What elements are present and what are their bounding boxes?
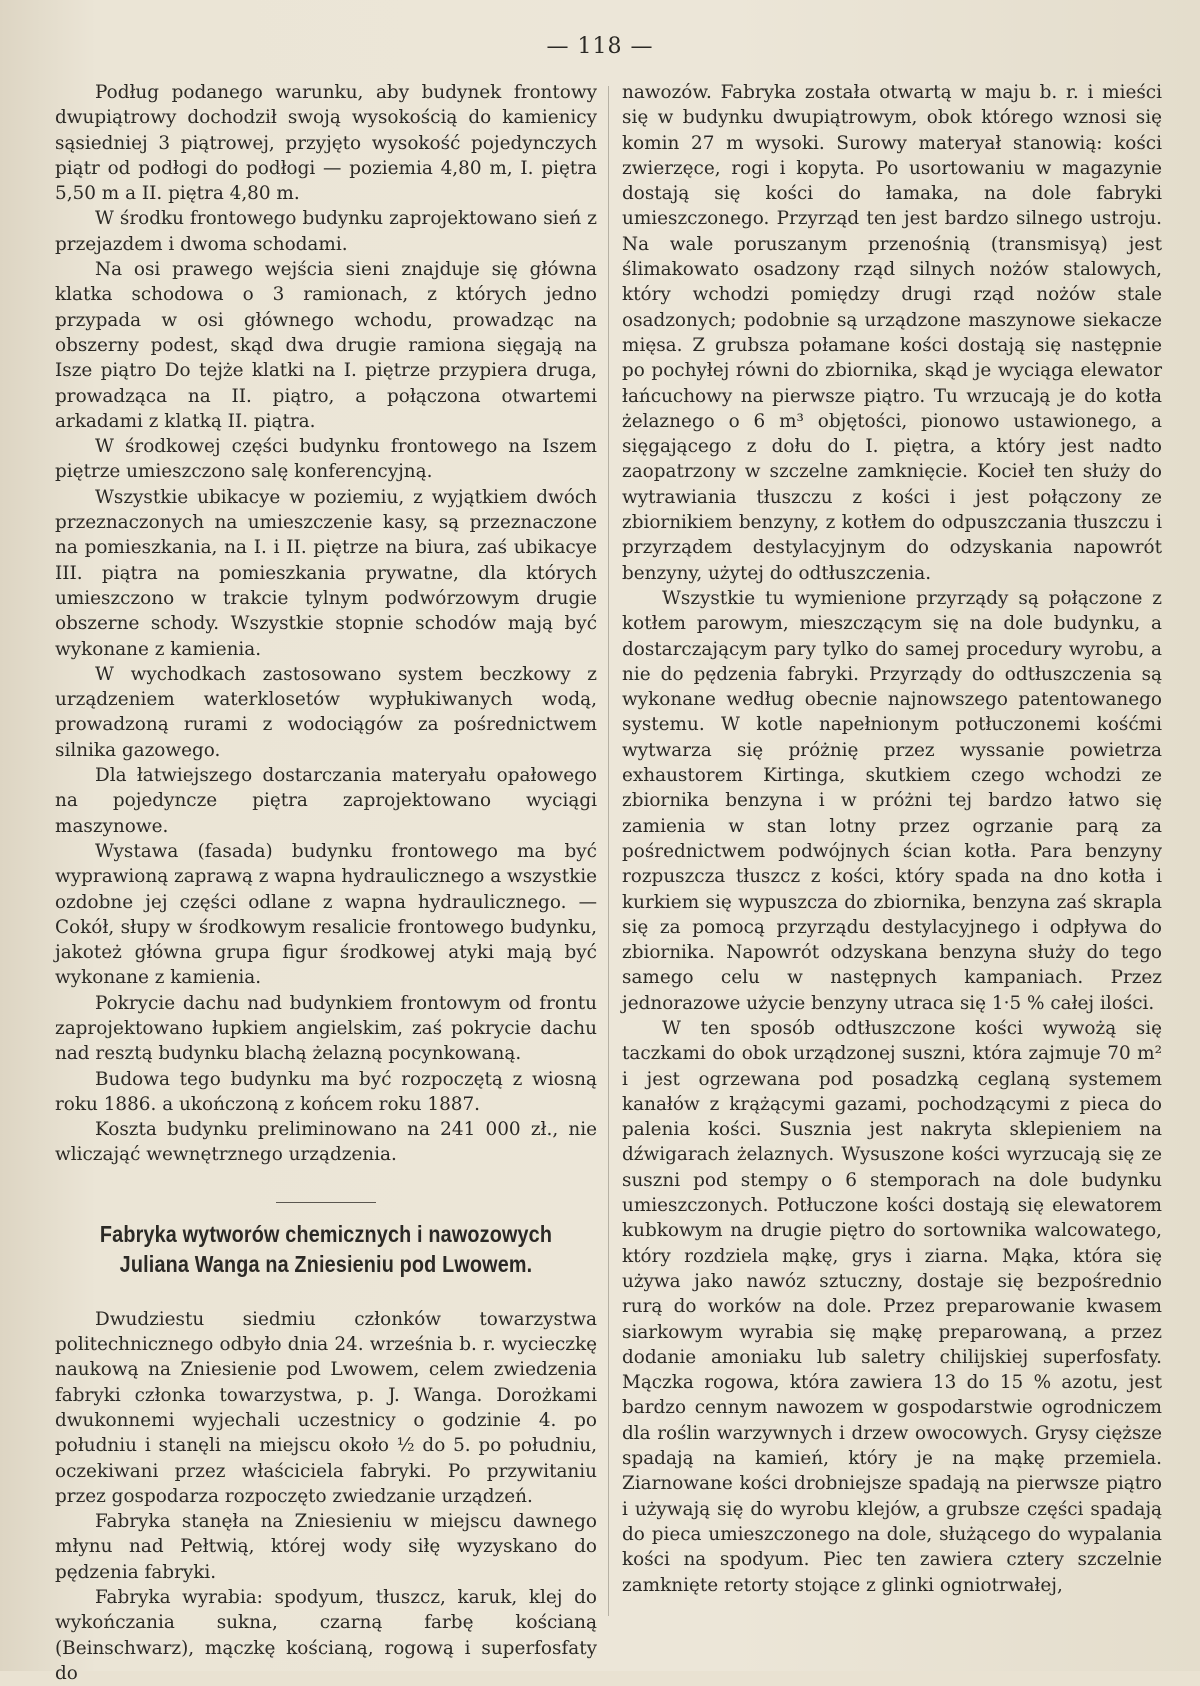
heading-line: Fabryka wytworów chemicznych i nawozowych	[99, 1220, 553, 1247]
paragraph: Podług podanego warunku, aby budynek frontowy dwupiątrowy dochodził swoją wysokością do kamienicy sąsiedniej 3 piątrowej, przyjęto wysokość pojedynczych piątr od podłogi do podłogi — poziemia 4,80 m, I. piętra 5,50 m a II. piętra 4,80 m.	[55, 82, 597, 205]
paragraph: W środku frontowego budynku zaprojektowano sień z przejazdem i dwoma schodami.	[55, 208, 597, 255]
right-column	[622, 80, 1162, 1598]
paragraph: W środkowej części budynku frontowego na Iszem piętrze umieszczono salę konferencyjną.	[55, 436, 597, 483]
paragraph: Budowa tego budynku ma być rozpoczętą z wiosną roku 1886. a ukończoną z końcem roku 1887.	[55, 1068, 597, 1115]
paragraph: Pokrycie dachu nad budynkiem frontowym od frontu zaprojektowano łupkiem angielskim, zaś pokrycie dachu nad resztą budynku blachą żelazną pocynkowaną.	[55, 992, 597, 1065]
article-heading	[93, 1219, 559, 1279]
paragraph: Na osi prawego wejścia sieni znajduje się główna klatka schodowa o 3 ramionach, z których jedno przypada w osi głównego wchodu, prowadząc na obszerny podest, skąd dwa drugie ramiona sięgają na Isze piątro Do tejże klatki na I. piętrze przypiera druga, prowadząca na II. piątro, a połączona otwartemi arkadami z klatką II. piątra.	[55, 259, 597, 432]
paragraph: W wychodkach zastosowano system beczkowy z urządzeniem waterklosetów wypłukiwanych wodą, prowadzoną rurami z wodociągów za pośrednictwem silnika gazowego.	[55, 663, 597, 761]
paragraph: Fabryka stanęła na Zniesieniu w miejscu dawnego młynu nad Pełtwią, której wody siłę wyzyskano do pędzenia fabryki.	[55, 1511, 597, 1583]
section-divider	[276, 1202, 376, 1203]
paragraph: Dla łatwiejszego dostarczania materyału opałowego na pojedyncze piętra zaprojektowano wyciągi maszynowe.	[55, 765, 597, 837]
paragraph: Wszystkie ubikacye w poziemiu, z wyjątkiem dwóch przeznaczonych na umieszczenie kasy, są przeznaczone na pomieszkania, na I. i II. piętrze na biura, zaś ubikacye III. piątra na pomieszkania prywatne, dla których umieszczono w trakcie tylnym podwórzowym drugie obszerne schody. Wszystkie stopnie schodów mają być wykonane z kamienia.	[55, 486, 597, 660]
heading-line: Juliana Wanga na Zniesieniu pod Lwowem.	[119, 1250, 533, 1277]
page-number: — 118 —	[546, 34, 654, 59]
paragraph: Wystawa (fasada) budynku frontowego ma być wyprawioną zaprawą z wapna hydraulicznego a wszystkie ozdobne jej części odlane z wapna hydraulicznego. — Cokół, słupy w środkowym resalicie frontowego budynku, jakoteż główna grupa figur środkowej atyki mają być wykonane z kamienia.	[55, 840, 597, 989]
paragraph: W ten sposób odtłuszczone kości wywożą się taczkami do obok urządzonej suszni, która zajmuje 70 m² i jest ogrzewana pod posadzką ceglaną systemem kanałów z krążącymi gazami, pochodzącymi z pieca do palenia kości. Susznia jest nakryta sklepieniem na dźwigarach żelaznych. Wysuszone kości wyrzucają się ze suszni pod stempy o 6 stemporach na dole budynku umieszczonych. Potłuczone kości dostają się elewatorem kubkowym na drugie piętro do sortownika walcowatego, który rozdziela mąkę, grys i ziarna. Mąka, która się używa jako nawóz sztuczny, dostaje się bezpośrednio rurą do worków na dole. Przez preparowanie kwasem siarkowym wyrabia się mąkę preparowaną, a przez dodanie amoniaku lub saletry chilijskiej superfosfaty. Mączka rogowa, która zawiera 13 do 15 % azotu, jest bardzo cennym nawozem w gospodarstwie ogrodniczem dla roślin warzywnych i drzew owocowych. Grysy cięższe spadają na kamień, który je na mąkę przemiela. Ziarnowane kości drobniejsze spadają na pierwsze piątro i używają się do wyrobu klejów, a grubsze części spadają do pieca umieszczonego na dole, służącego do wypalania kości na spodyum. Piec ten zawiera cztery szczelnie zamknięte retorty stojące z glinki ogniotrwałej,	[622, 1017, 1162, 1596]
column-rule	[608, 86, 609, 1616]
paragraph: Koszta budynku preliminowano na 241 000 zł., nie wliczająć wewnętrznego urządzenia.	[55, 1119, 597, 1166]
paragraph-continued: nawozów. Fabryka została otwartą w maju b. r. i mieści się w budynku dwupiątrowym, obok którego wznosi się komin 27 m wysoki. Surowy materyał stanowią: kości zwierzęce, rogi i kopyta. Po usortowaniu w magazynie dostają się kości do łamaka, na dole fabryki umieszczonego. Przyrząd ten jest bardzo silnego ustroju. Na wale poruszanym przenośnią (transmisyą) jest ślimakowato osadzony rząd silnych nożów stalowych, który wchodzi pomiędzy drugi rząd nożów stale osadzonych; podobnie są urządzone maszynowe siekacze mięsa. Z grubsza połamane kości dostają się następnie po pochyłej równi do zbiornika, skąd je wyciąga elewator łańcuchowy na pierwsze piątro. Tu wrzucają je do kotła żelaznego o 6 m³ objętości, pionowo ustawionego, a sięgającego z dołu do I. piętra, a który jest nadto zaopatrzony w szczelne zamknięcie. Kocieł ten służy do wytrawiania tłuszczu z kości i jest połączony ze zbiornikiem benzyny, z kotłem do odpuszczania tłuszczu i przyrządem destylacyjnym do odzyskania napowrót benzyny, użytej do odtłuszczenia.	[622, 82, 1162, 584]
paragraph: Dwudziestu siedmiu członków towarzystwa politechnicznego odbyło dnia 24. września b. r. wycieczkę naukową na Zniesienie pod Lwowem, celem zwiedzenia fabryki członka towarzystwa, p. J. Wanga. Dorożkami dwukonnemi wyjechali uczestnicy o godzinie 4. po południu i stanęli na miejscu około ½ do 5. po południu, oczekiwani przez właściciela fabryki. Po przywitaniu przez gospodarza rozpoczęto zwiedzanie urządzeń.	[55, 1308, 597, 1507]
paragraph: Wszystkie tu wymienione przyrządy są połączone z kotłem parowym, mieszczącym się na dole budynku, a dostarczającym pary tylko do samej procedury wyrobu, a nie do pędzenia fabryki. Przyrządy do odtłuszczenia są wykonane według obecnie najnowszego patentowanego systemu. W kotle napełnionym potłuczonemi kośćmi wytwarza się próżnię przez wyssanie powietrza exhaustorem Kirtinga, skutkiem czego wchodzi ze zbiornika benzyna i w próżni tej bardzo łatwo się zamienia w stan lotny przez ogrzanie parą za pośrednictwem podwójnych ścian kotła. Para benzyny rozpuszcza tłuszcz z kości, który spada na dno kotła i kurkiem się wypuszcza do zbiornika, benzyna zaś skrapla się za pomocą przyrządu destylacyjnego i odpływa do zbiornika. Napowrót odzyskana benzyna służy do tego samego celu w następnych kampaniach. Przez jednorazowe użycie benzyny utraca się 1·5 % całej ilości.	[622, 587, 1162, 1014]
left-column	[55, 80, 597, 1686]
paragraph: Fabryka wyrabia: spodyum, tłuszcz, karuk, klej do wykończania sukna, czarną farbę kościaną (Beinschwarz), mączkę kościaną, rogową i superfosfaty do	[55, 1587, 597, 1684]
